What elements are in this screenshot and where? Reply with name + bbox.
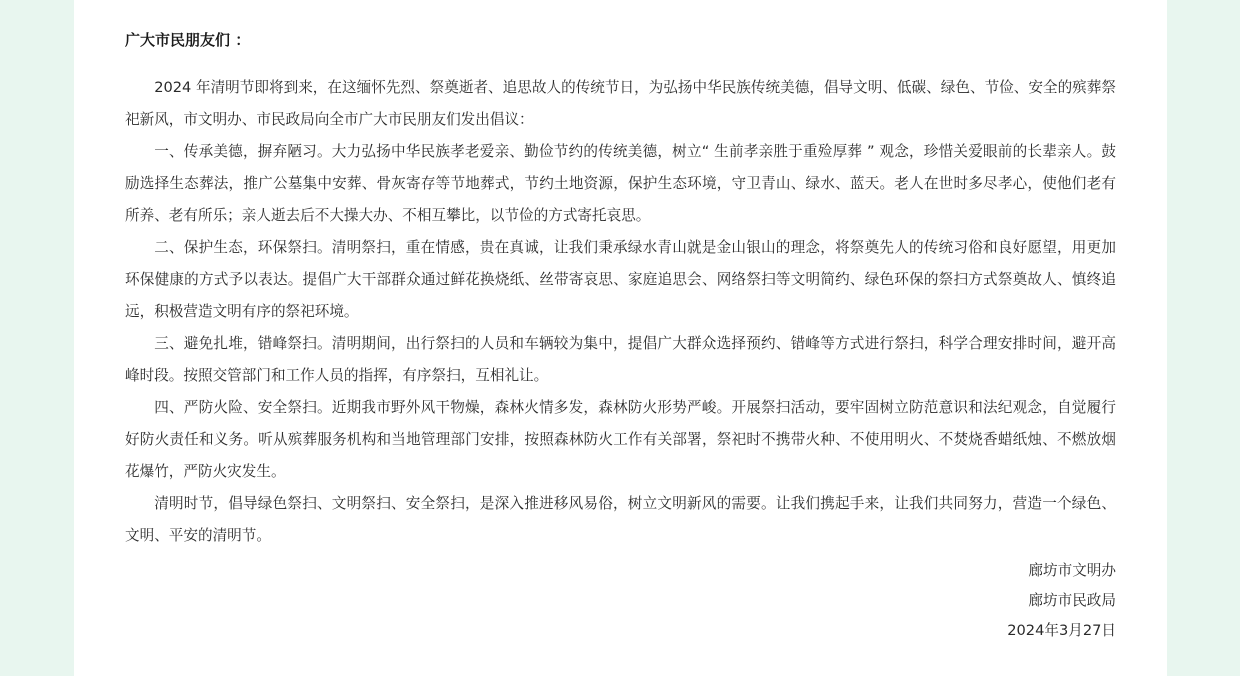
- paragraph-item-2: 二、保护生态，环保祭扫。清明祭扫，重在情感，贵在真诚，让我们秉承绿水青山就是金山银山的理念，将祭奠先人的传统习俗和良好愿望，用更加环保健康的方式予以表达。提倡广大干部群众通过鲜花换烧纸、丝带寄哀思、家庭追思会、网络祭扫等文明简约、绿色环保的祭扫方式祭奠故人、慎终追远，积极营造文明有序的祭祀环境。: [125, 239, 1116, 320]
- paragraph-intro: 2024 年清明节即将到来，在这缅怀先烈、祭奠逝者、追思故人的传统节日，为弘扬中华民族传统美德，倡导文明、低碳、绿色、节俭、安全的殡葬祭祀新风，市文明办、市民政局向全市广大市民朋友们发出倡议：: [125, 79, 1116, 128]
- signature-office: 廊坊市文明办: [1028, 562, 1116, 579]
- article-page: [74, 0, 1167, 676]
- article-body: [125, 24, 1116, 646]
- signoff-date: 2024年3月27日: [1007, 622, 1116, 639]
- signoff: [125, 556, 1116, 646]
- paragraph-item-4: 四、严防火险、安全祭扫。近期我市野外风干物燥，森林火情多发，森林防火形势严峻。开展祭扫活动，要牢固树立防范意识和法纪观念，自觉履行好防火责任和义务。听从殡葬服务机构和当地管理部门安排，按照森林防火工作有关部署，祭祀时不携带火种、不使用明火、不焚烧香蜡纸烛、不燃放烟花爆竹，严防火灾发生。: [125, 399, 1116, 480]
- paragraph-item-1: 一、传承美德，摒弃陋习。大力弘扬中华民族孝老爱亲、勤俭节约的传统美德，树立“ 生前孝亲胜于重殓厚葬 ” 观念，珍惜关爱眼前的长辈亲人。鼓励选择生态葬法，推广公墓集中安葬、骨灰寄存等节地葬式，节约土地资源，保护生态环境，守卫青山、绿水、蓝天。老人在世时多尽孝心，使他们老有所养、老有所乐；亲人逝去后不大操大办、不相互攀比，以节俭的方式寄托哀思。: [125, 143, 1116, 224]
- signature-bureau: 廊坊市民政局: [1028, 592, 1116, 609]
- paragraph-item-3: 三、避免扎堆，错峰祭扫。清明期间，出行祭扫的人员和车辆较为集中，提倡广大群众选择预约、错峰等方式进行祭扫，科学合理安排时间，避开高峰时段。按照交管部门和工作人员的指挥，有序祭扫，互相礼让。: [125, 335, 1116, 384]
- greeting: 广大市民朋友们 ：: [125, 31, 251, 49]
- paragraph-closing: 清明时节，倡导绿色祭扫、文明祭扫、安全祭扫，是深入推进移风易俗，树立文明新风的需要。让我们携起手来，让我们共同努力，营造一个绿色、文明、平安的清明节。: [125, 495, 1116, 544]
